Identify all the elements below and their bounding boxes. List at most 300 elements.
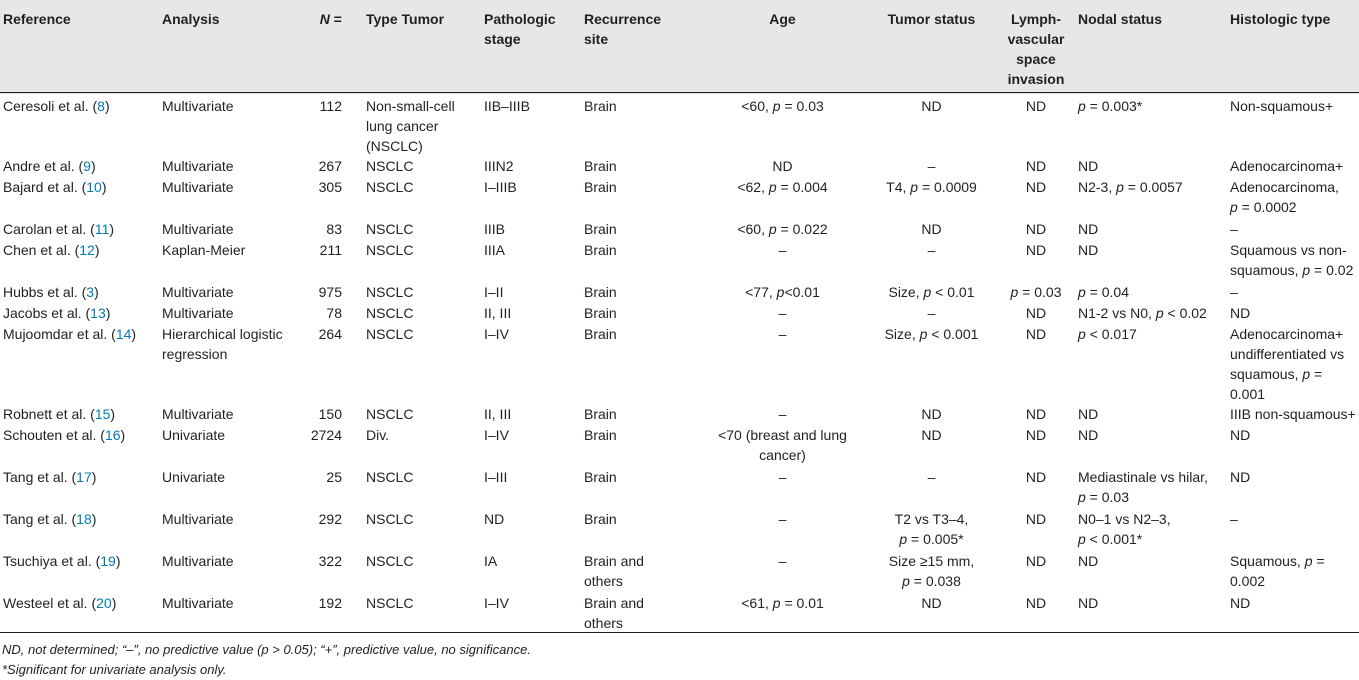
cell-nodal-status — [1078, 219, 1230, 240]
citation-link[interactable]: 10 — [86, 179, 102, 195]
cell-n — [307, 425, 366, 467]
cell-nodal-status-line — [1078, 425, 1230, 445]
p-value-symbol: p — [1078, 489, 1086, 505]
cell-histologic-type-line — [1230, 156, 1359, 176]
p-value-symbol: p — [1078, 284, 1086, 300]
reference-close: ) — [131, 326, 137, 342]
cell-text: < 0.02 — [1163, 305, 1207, 321]
cell-text: = 0.002 — [1230, 553, 1325, 589]
citation-link[interactable]: 18 — [76, 511, 92, 527]
analysis-line: Multivariate — [162, 553, 234, 569]
reference-close: ) — [101, 179, 107, 195]
cell-text: = 0.0057 — [1123, 179, 1183, 195]
cell-age-line — [696, 551, 869, 571]
reference-author: Carolan et al. ( — [3, 221, 95, 237]
cell-analysis — [162, 282, 307, 303]
cell-nodal-status-line — [1078, 303, 1230, 323]
cell-age — [696, 324, 869, 404]
type-tumor-line: NSCLC — [366, 242, 414, 258]
type-tumor-line: NSCLC — [366, 553, 414, 569]
cell-nodal-status-line — [1078, 240, 1230, 260]
citation-link[interactable]: 16 — [104, 427, 121, 443]
cell-tumor-status-line — [869, 529, 994, 549]
cell-nodal-status — [1078, 177, 1230, 219]
cell-type-tumor — [366, 240, 484, 282]
n-value: 264 — [318, 326, 342, 342]
table-row — [0, 509, 1359, 551]
reference-close: ) — [120, 427, 126, 443]
header-age: Age — [769, 11, 796, 27]
citation-link[interactable]: 3 — [86, 284, 95, 300]
cell-age — [696, 219, 869, 240]
cell-reference — [0, 303, 162, 324]
type-tumor-line: NSCLC — [366, 511, 414, 527]
cell-age-line — [696, 445, 869, 465]
cell-text: N2-3, — [1078, 179, 1117, 195]
n-value: 292 — [318, 511, 342, 527]
reference-author: Bajard et al. ( — [3, 179, 87, 195]
cell-reference — [0, 324, 162, 404]
cell-age-line — [696, 303, 869, 323]
table-row — [0, 282, 1359, 303]
cell-pathologic-stage — [484, 156, 584, 177]
cell-lvsi — [994, 551, 1078, 593]
cell-text: – — [1230, 284, 1238, 300]
cell-lvsi-line — [994, 467, 1078, 487]
cell-text: ND — [1025, 406, 1047, 422]
cell-reference — [0, 593, 162, 635]
p-value-symbol: p — [1078, 98, 1086, 114]
cell-histologic-type — [1230, 324, 1359, 404]
cell-lvsi — [994, 177, 1078, 219]
table-row — [0, 94, 1359, 156]
type-tumor-line: NSCLC — [366, 595, 414, 611]
cell-tumor-status-line — [869, 551, 994, 571]
cell-histologic-type-line — [1230, 197, 1359, 217]
cell-text: = 0.0002 — [1237, 199, 1297, 215]
cell-lvsi-line — [994, 282, 1078, 302]
cell-text: ND — [1078, 595, 1099, 611]
citation-link[interactable]: 12 — [79, 242, 95, 258]
stage-line: I–IIIB — [484, 179, 517, 195]
cell-tumor-status-line — [869, 571, 994, 591]
cell-lvsi-line — [994, 404, 1078, 424]
cell-nodal-status-line — [1078, 324, 1230, 344]
table-row — [0, 219, 1359, 240]
cell-tumor-status — [869, 177, 994, 219]
cell-text: ND — [1025, 469, 1047, 485]
reference-close: ) — [94, 242, 100, 258]
cell-tumor-status-line — [869, 156, 994, 176]
citation-link[interactable]: 19 — [100, 553, 116, 569]
citation-link[interactable]: 11 — [94, 221, 110, 237]
type-tumor-line: NSCLC — [366, 284, 414, 300]
stage-line: I–II — [484, 284, 504, 300]
p-value-symbol: p — [910, 179, 919, 195]
cell-text: undifferentiated vs — [1230, 346, 1345, 362]
cell-histologic-type-line — [1230, 404, 1359, 424]
cell-nodal-status — [1078, 425, 1230, 467]
cell-lvsi-line — [994, 156, 1078, 176]
cell-nodal-status — [1078, 467, 1230, 509]
cell-age-line — [696, 156, 869, 176]
header-histologic-type: Histologic type — [1230, 11, 1331, 27]
cell-text: cancer) — [759, 447, 806, 463]
cell-histologic-type — [1230, 404, 1359, 425]
stage-line: I–IV — [484, 595, 509, 611]
n-value: 975 — [318, 284, 342, 300]
site-line: Brain — [584, 158, 617, 174]
cell-age — [696, 240, 869, 282]
cell-text: ND — [1078, 406, 1099, 422]
cell-tumor-status — [869, 156, 994, 177]
cell-histologic-type-line — [1230, 177, 1359, 197]
cell-tumor-status-line — [869, 509, 994, 529]
p-value-symbol: p — [1302, 366, 1311, 382]
cell-lvsi — [994, 94, 1078, 156]
cell-text: ND — [921, 427, 942, 443]
stage-line: IIIB — [484, 221, 506, 237]
header-n-suffix: = — [329, 11, 342, 27]
citation-link[interactable]: 17 — [76, 469, 92, 485]
cell-nodal-status — [1078, 404, 1230, 425]
cell-tumor-status — [869, 593, 994, 635]
cell-reference — [0, 240, 162, 282]
cell-tumor-status — [869, 551, 994, 593]
citation-link[interactable]: 9 — [83, 158, 91, 174]
cell-n — [307, 156, 366, 177]
cell-age — [696, 551, 869, 593]
cell-analysis — [162, 404, 307, 425]
reference-close: ) — [111, 595, 117, 611]
citation-link[interactable]: 14 — [115, 326, 132, 342]
table-row — [0, 303, 1359, 324]
cell-n — [307, 509, 366, 551]
analysis-line: Multivariate — [162, 221, 234, 237]
cell-recurrence-site — [584, 240, 696, 282]
site-line: Brain — [584, 469, 617, 485]
cell-nodal-status — [1078, 593, 1230, 635]
cell-text: ND — [1078, 158, 1099, 174]
cell-age-line — [696, 593, 869, 613]
cell-text: T2 vs T3–4, — [894, 511, 969, 527]
cell-text: = 0.03 — [1085, 489, 1129, 505]
cell-text: = 0.03 — [780, 98, 824, 114]
table-body — [0, 94, 1359, 635]
cell-histologic-type-line — [1230, 240, 1359, 260]
cell-text: ND — [1230, 469, 1251, 485]
cell-histologic-type-line — [1230, 364, 1359, 404]
cell-age-line — [696, 425, 869, 445]
cell-type-tumor — [366, 177, 484, 219]
p-value-symbol: p — [768, 179, 777, 195]
cell-lvsi — [994, 282, 1078, 303]
site-line: others — [584, 573, 623, 589]
reference-author: Hubbs et al. ( — [3, 284, 87, 300]
cell-text: N1-2 vs N0, — [1078, 305, 1156, 321]
n-value: 192 — [318, 595, 342, 611]
reference-author: Tsuchiya et al. ( — [3, 553, 101, 569]
reference-author: Robnett et al. ( — [3, 406, 95, 422]
cell-pathologic-stage — [484, 324, 584, 404]
cell-nodal-status-line — [1078, 177, 1230, 197]
cell-age — [696, 404, 869, 425]
cell-histologic-type — [1230, 282, 1359, 303]
cell-text: ND — [1025, 158, 1047, 174]
cell-histologic-type — [1230, 177, 1359, 219]
cell-lvsi-line — [994, 96, 1078, 116]
p-value-symbol: p — [772, 98, 781, 114]
cell-text: ND — [921, 98, 942, 114]
header-reference: Reference — [3, 11, 71, 27]
cell-type-tumor — [366, 593, 484, 635]
cell-nodal-status-line — [1078, 551, 1230, 571]
cell-n — [307, 94, 366, 156]
cell-nodal-status — [1078, 551, 1230, 593]
n-value: 322 — [318, 553, 342, 569]
cell-text: ND — [1078, 553, 1099, 569]
analysis-line: Multivariate — [162, 406, 234, 422]
cell-recurrence-site — [584, 425, 696, 467]
type-tumor-line: NSCLC — [366, 158, 414, 174]
cell-recurrence-site — [584, 593, 696, 635]
cell-text: – — [778, 553, 787, 569]
cell-text: Non-squamous+ — [1230, 98, 1334, 114]
cell-analysis — [162, 219, 307, 240]
cell-text: = 0.004 — [776, 179, 828, 195]
table-row — [0, 324, 1359, 404]
cell-type-tumor — [366, 404, 484, 425]
cell-text: ND — [1230, 595, 1251, 611]
type-tumor-line: Non-small-cell — [366, 98, 455, 114]
cell-text: <62, — [737, 179, 769, 195]
site-line: Brain — [584, 326, 617, 342]
cell-pathologic-stage — [484, 593, 584, 635]
cell-histologic-type-line — [1230, 260, 1359, 280]
reference-close: ) — [94, 284, 99, 300]
cell-analysis — [162, 156, 307, 177]
cell-nodal-status — [1078, 303, 1230, 324]
cell-reference — [0, 156, 162, 177]
cell-lvsi — [994, 467, 1078, 509]
cell-text: < 0.01 — [931, 284, 975, 300]
cell-analysis — [162, 467, 307, 509]
cell-histologic-type — [1230, 551, 1359, 593]
cell-text: = 0.003* — [1085, 98, 1143, 114]
cell-type-tumor — [366, 324, 484, 404]
citation-link[interactable]: 15 — [94, 406, 111, 422]
cell-tumor-status-line — [869, 324, 994, 344]
citation-link[interactable]: 8 — [97, 98, 105, 114]
cell-tumor-status — [869, 509, 994, 551]
cell-histologic-type — [1230, 425, 1359, 467]
cell-histologic-type-line — [1230, 303, 1359, 323]
cell-n — [307, 219, 366, 240]
cell-age — [696, 282, 869, 303]
footnote-significance: *Significant for univariate analysis only. — [2, 662, 227, 677]
p-value-symbol: p — [923, 284, 932, 300]
cell-text: Size, — [884, 326, 920, 342]
reference-author: Chen et al. ( — [3, 242, 80, 258]
cell-type-tumor — [366, 509, 484, 551]
cell-text: Size ≥15 mm, — [888, 553, 975, 569]
cell-text: ND — [1078, 242, 1099, 258]
cell-age-line — [696, 177, 869, 197]
cell-text: <61, — [741, 595, 773, 611]
cell-n — [307, 404, 366, 425]
cell-text: – — [778, 406, 787, 422]
cell-tumor-status — [869, 425, 994, 467]
cell-histologic-type — [1230, 156, 1359, 177]
cell-histologic-type-line — [1230, 219, 1359, 239]
stage-line: II, III — [484, 406, 512, 422]
cell-text: < 0.001 — [927, 326, 979, 342]
citation-link[interactable]: 13 — [90, 305, 106, 321]
cell-text: – — [927, 305, 936, 321]
cell-pathologic-stage — [484, 94, 584, 156]
header-n-letter: N — [319, 11, 330, 27]
site-line: Brain — [584, 284, 617, 300]
cell-recurrence-site — [584, 94, 696, 156]
cell-lvsi-line — [994, 593, 1078, 613]
cell-text: ND — [1025, 221, 1047, 237]
reference-author: Jacobs et al. ( — [3, 305, 91, 321]
cell-recurrence-site — [584, 509, 696, 551]
cell-tumor-status — [869, 219, 994, 240]
stage-line: I–IV — [484, 427, 509, 443]
cell-text: < 0.017 — [1085, 326, 1137, 342]
cell-text: T4, — [886, 179, 911, 195]
cell-reference — [0, 425, 162, 467]
cell-type-tumor — [366, 467, 484, 509]
cell-text: <0.01 — [784, 284, 820, 300]
cell-pathologic-stage — [484, 425, 584, 467]
cell-histologic-type-line — [1230, 509, 1359, 529]
site-line: Brain — [584, 406, 617, 422]
citation-link[interactable]: 20 — [96, 595, 112, 611]
table-bottom-rule — [0, 632, 1359, 633]
analysis-line: Multivariate — [162, 595, 234, 611]
cell-analysis — [162, 303, 307, 324]
cell-text: squamous, — [1230, 262, 1303, 278]
cell-lvsi-line — [994, 219, 1078, 239]
analysis-line: Univariate — [162, 427, 226, 443]
type-tumor-line: NSCLC — [366, 305, 414, 321]
header-analysis: Analysis — [162, 11, 220, 27]
p-value-symbol: p — [1116, 179, 1124, 195]
table-row — [0, 593, 1359, 635]
cell-nodal-status — [1078, 240, 1230, 282]
cell-lvsi-line — [994, 509, 1078, 529]
reference-close: ) — [110, 406, 116, 422]
cell-text: = 0.0009 — [918, 179, 977, 195]
cell-tumor-status-line — [869, 404, 994, 424]
cell-tumor-status-line — [869, 96, 994, 116]
cell-text: ND — [1025, 179, 1047, 195]
cell-text: = 0.02 — [1310, 262, 1354, 278]
cell-reference — [0, 509, 162, 551]
cell-reference — [0, 94, 162, 156]
cell-histologic-type — [1230, 94, 1359, 156]
cell-type-tumor — [366, 282, 484, 303]
cell-histologic-type-line — [1230, 467, 1359, 487]
type-tumor-line: NSCLC — [366, 469, 414, 485]
cell-text: N0–1 vs N2–3, — [1078, 511, 1171, 527]
cell-age-line — [696, 282, 869, 302]
header-bottom-rule — [0, 92, 1359, 93]
cell-text: ND — [1230, 305, 1251, 321]
cell-age-line — [696, 404, 869, 424]
reference-close: ) — [90, 158, 96, 174]
analysis-line: Hierarchical logistic — [162, 326, 283, 342]
cell-histologic-type — [1230, 593, 1359, 635]
stage-line: IIIN2 — [484, 158, 514, 174]
cell-tumor-status-line — [869, 240, 994, 260]
analysis-line: Multivariate — [162, 158, 234, 174]
cell-age-line — [696, 96, 869, 116]
site-line: Brain — [584, 98, 617, 114]
cell-text: Adenocarcinoma, — [1230, 179, 1339, 195]
cell-type-tumor — [366, 219, 484, 240]
cell-lvsi-line — [994, 177, 1078, 197]
p-value-symbol: p — [1078, 531, 1086, 547]
cell-text: <77, — [745, 284, 777, 300]
site-line: Brain — [584, 427, 617, 443]
table-row — [0, 425, 1359, 467]
cell-recurrence-site — [584, 177, 696, 219]
site-line: Brain and — [584, 553, 644, 569]
cell-analysis — [162, 593, 307, 635]
cell-text: ND — [1025, 242, 1047, 258]
p-value-symbol: p — [1302, 262, 1311, 278]
cell-tumor-status — [869, 94, 994, 156]
cell-n — [307, 467, 366, 509]
cell-histologic-type-line — [1230, 324, 1359, 344]
cell-histologic-type — [1230, 303, 1359, 324]
cell-reference — [0, 404, 162, 425]
cell-nodal-status-line — [1078, 487, 1230, 507]
header-recurrence-site-line-2: site — [584, 31, 609, 47]
cell-lvsi — [994, 509, 1078, 551]
cell-pathologic-stage — [484, 177, 584, 219]
p-value-symbol: p — [1230, 199, 1238, 215]
cell-age-line — [696, 509, 869, 529]
header-lvsi — [994, 0, 1078, 94]
cell-recurrence-site — [584, 156, 696, 177]
cell-nodal-status-line — [1078, 219, 1230, 239]
p-value-symbol: p — [1078, 326, 1086, 342]
cell-lvsi-line — [994, 551, 1078, 571]
cell-n — [307, 240, 366, 282]
n-value: 25 — [326, 469, 342, 485]
cell-tumor-status-line — [869, 467, 994, 487]
cell-analysis — [162, 177, 307, 219]
cell-text: ND — [921, 406, 942, 422]
cell-n — [307, 593, 366, 635]
site-line: Brain — [584, 305, 617, 321]
header-lvsi-line-2: vascular — [1007, 31, 1065, 47]
cell-nodal-status-line — [1078, 282, 1230, 302]
cell-recurrence-site — [584, 404, 696, 425]
site-line: Brain — [584, 221, 617, 237]
site-line: Brain — [584, 242, 617, 258]
cell-text: – — [778, 511, 787, 527]
cell-text: Adenocarcinoma+ — [1230, 326, 1344, 342]
analysis-line: Multivariate — [162, 179, 234, 195]
cell-pathologic-stage — [484, 551, 584, 593]
cell-text: ND — [1025, 553, 1047, 569]
cell-reference — [0, 551, 162, 593]
